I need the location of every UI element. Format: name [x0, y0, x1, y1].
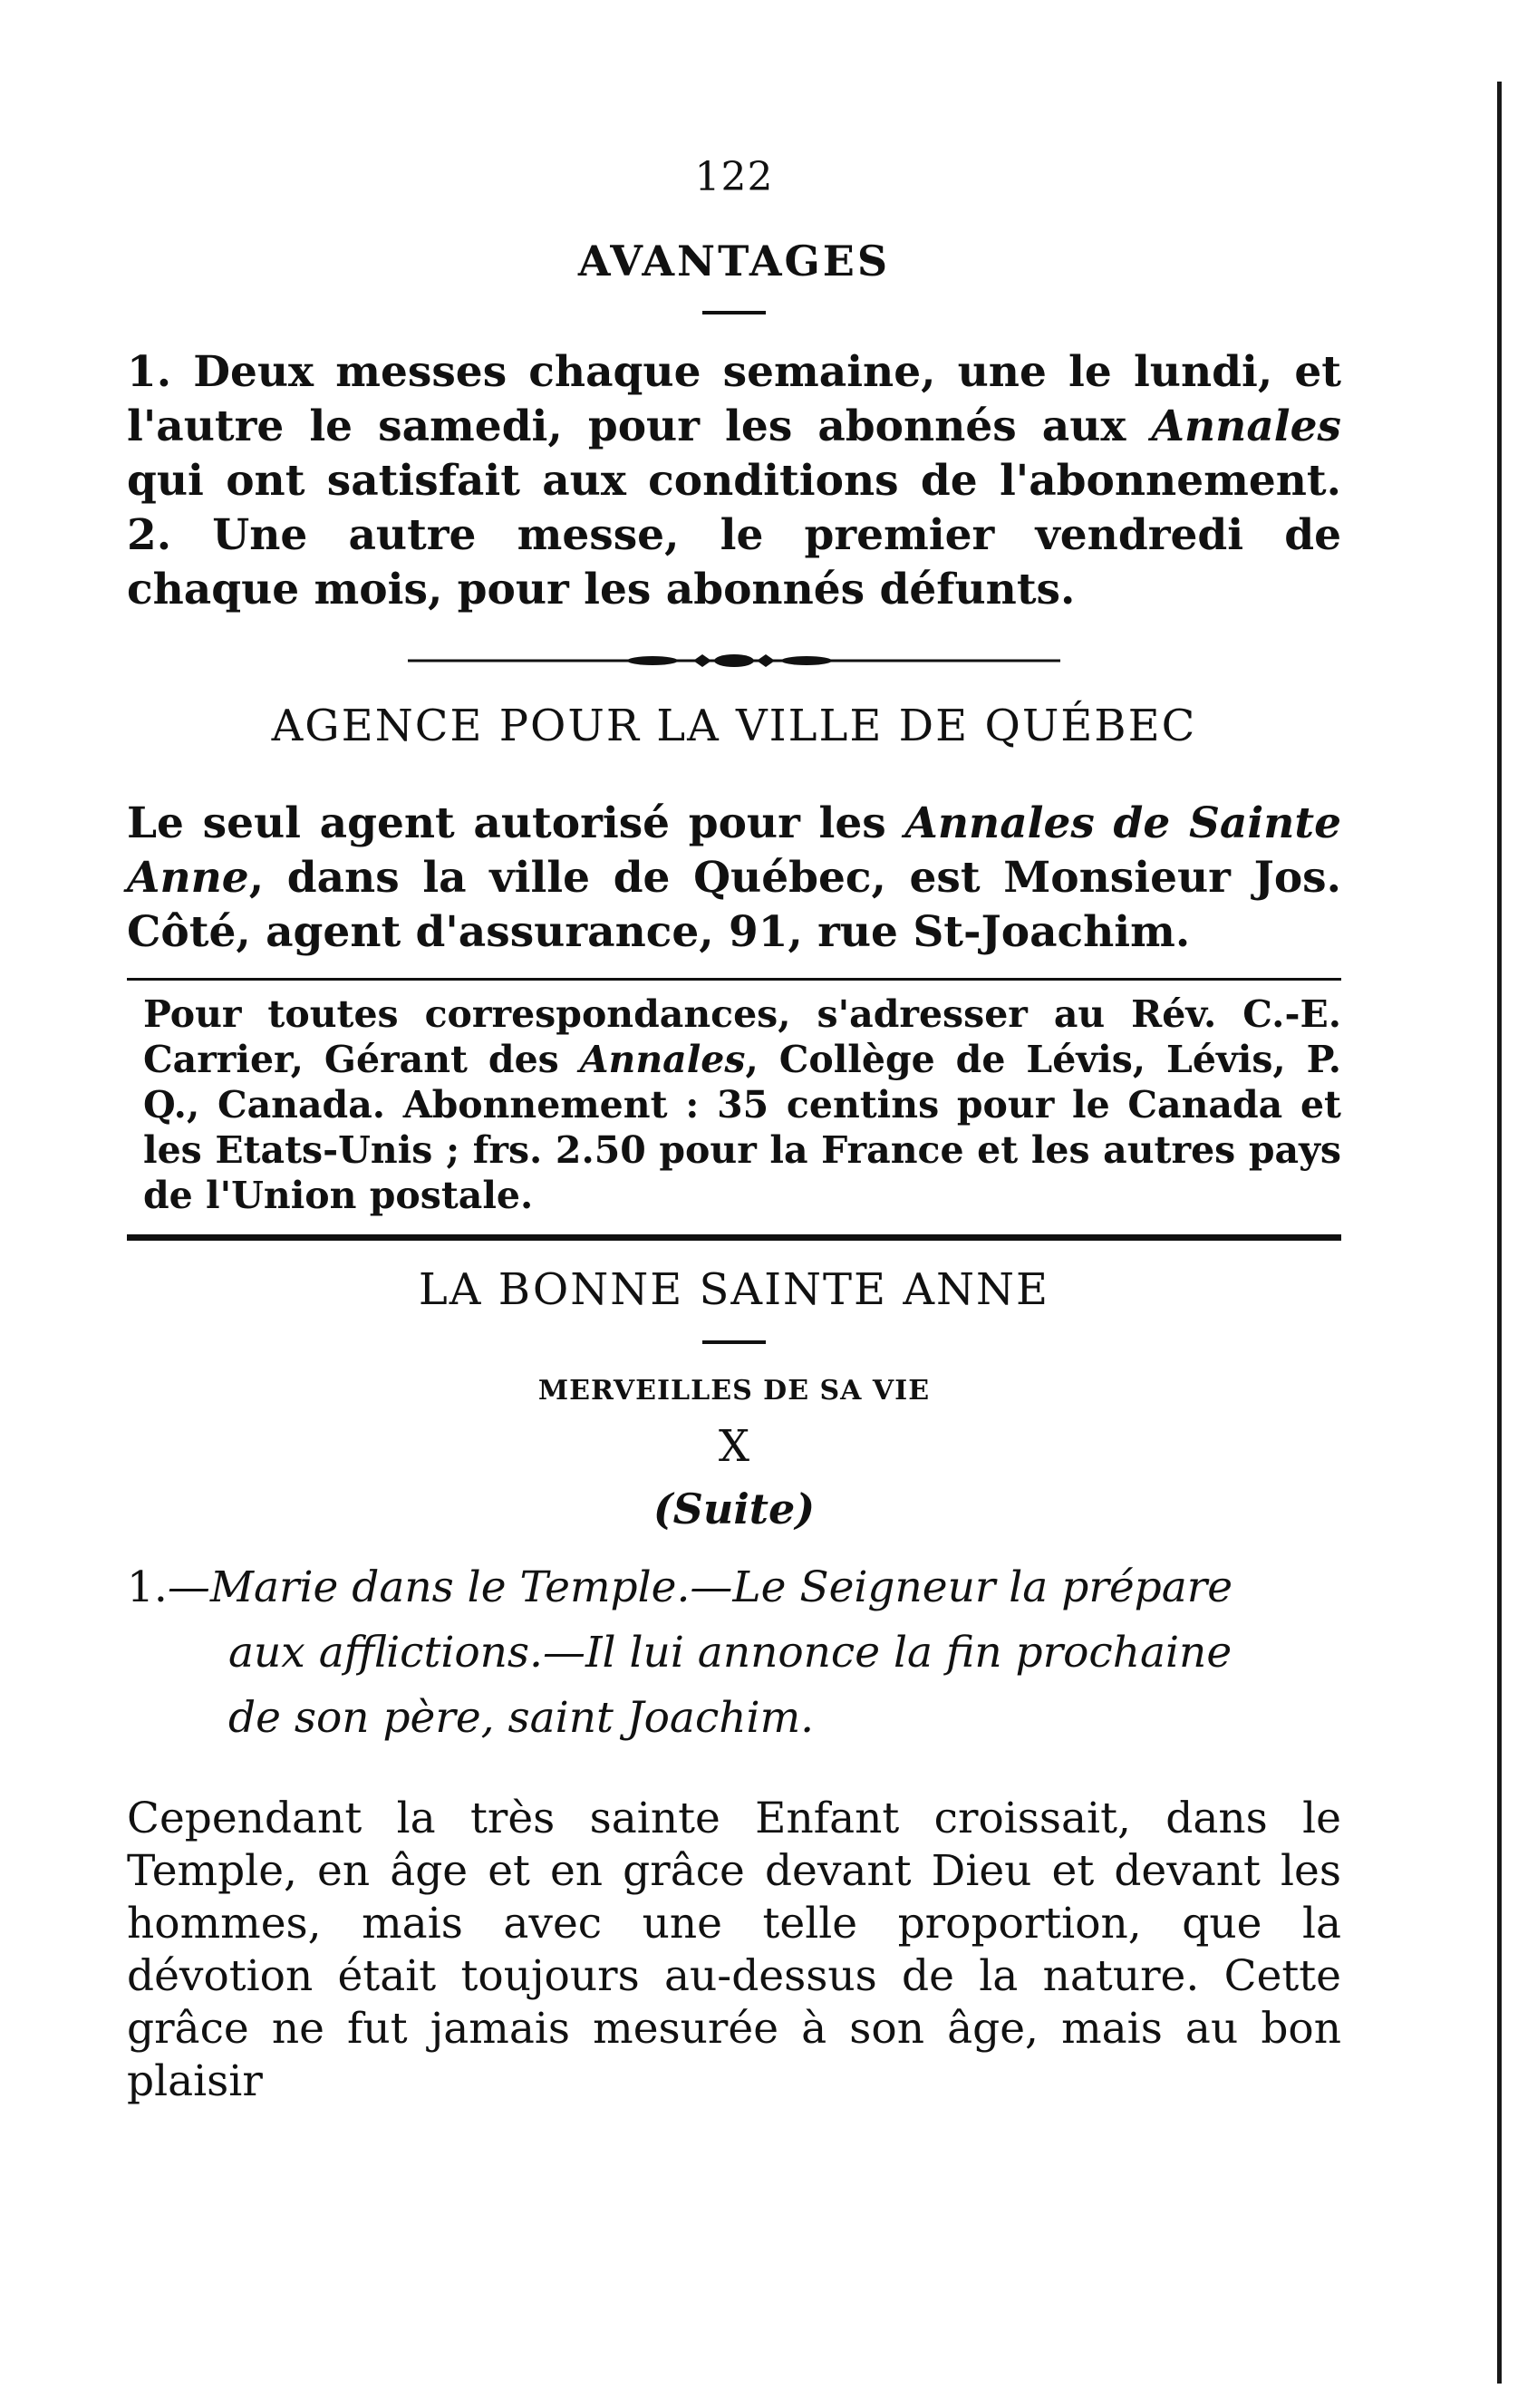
chapter-number: X	[718, 1421, 750, 1472]
page-number: 122	[694, 154, 774, 200]
body-paragraph: Cependant la très sainte Enfant croissait, dans le Temple, en âge et en grâce devant Dieu et devant les hommes, mais avec une telle proportion, que la dévotion était toujours au-dessus de la nature. Cette grâce ne fut jamais mesurée à son âge, mais au bon plaisir	[127, 1794, 1341, 2106]
summary-item: 1. —Marie dans le Temple.—Le Seigneur la prépare	[127, 1555, 1341, 1620]
agence-title: AGENCE POUR LA VILLE DE QUÉBEC	[271, 701, 1197, 751]
summary-item-continued: aux afflictions.—Il lui annonce la fin prochaine de son père, saint Joachim.	[228, 1628, 1232, 1743]
notice-rule-bottom	[127, 1234, 1341, 1241]
merveilles-subtitle: MERVEILLES DE SA VIE	[537, 1375, 931, 1407]
section-dash	[702, 1340, 766, 1344]
page-edge-rule	[1497, 82, 1502, 2384]
title-dash	[702, 311, 766, 314]
ornament-divider	[127, 652, 1341, 673]
bonne-sainte-anne-title: LA BONNE SAINTE ANNE	[418, 1264, 1050, 1315]
agence-paragraph: Le seul agent autorisé pour les Annales de Sainte Anne, dans la ville de Québec, est Monsieur Jos. Côté, agent d'assurance, 91, rue St-Joachim.	[127, 798, 1341, 957]
correspondence-notice: Pour toutes correspondances, s'adresser au Rév. C.-E. Carrier, Gérant des Annales, Collège de Lévis, Lévis, P. Q., Canada. Abonnement : 35 centins pour le Canada et les Etats-Unis ; frs. 2.50 pour la France et les autres pays de l'Union postale.	[143, 992, 1341, 1217]
avantages-paragraph: 1. Deux messes chaque semaine, une le lundi, et l'autre le samedi, pour les abonnés aux Annales qui ont satisfait aux conditions de l'abonnement. 2. Une autre messe, le premier vendredi de chaque mois, pour les abonnés défunts.	[127, 347, 1341, 614]
item-number: 1.	[127, 1562, 168, 1612]
page	[127, 154, 1341, 2108]
notice-rule-top	[127, 978, 1341, 981]
suite-label: (Suite)	[652, 1484, 816, 1533]
avantages-title: AVANTAGES	[577, 237, 891, 285]
